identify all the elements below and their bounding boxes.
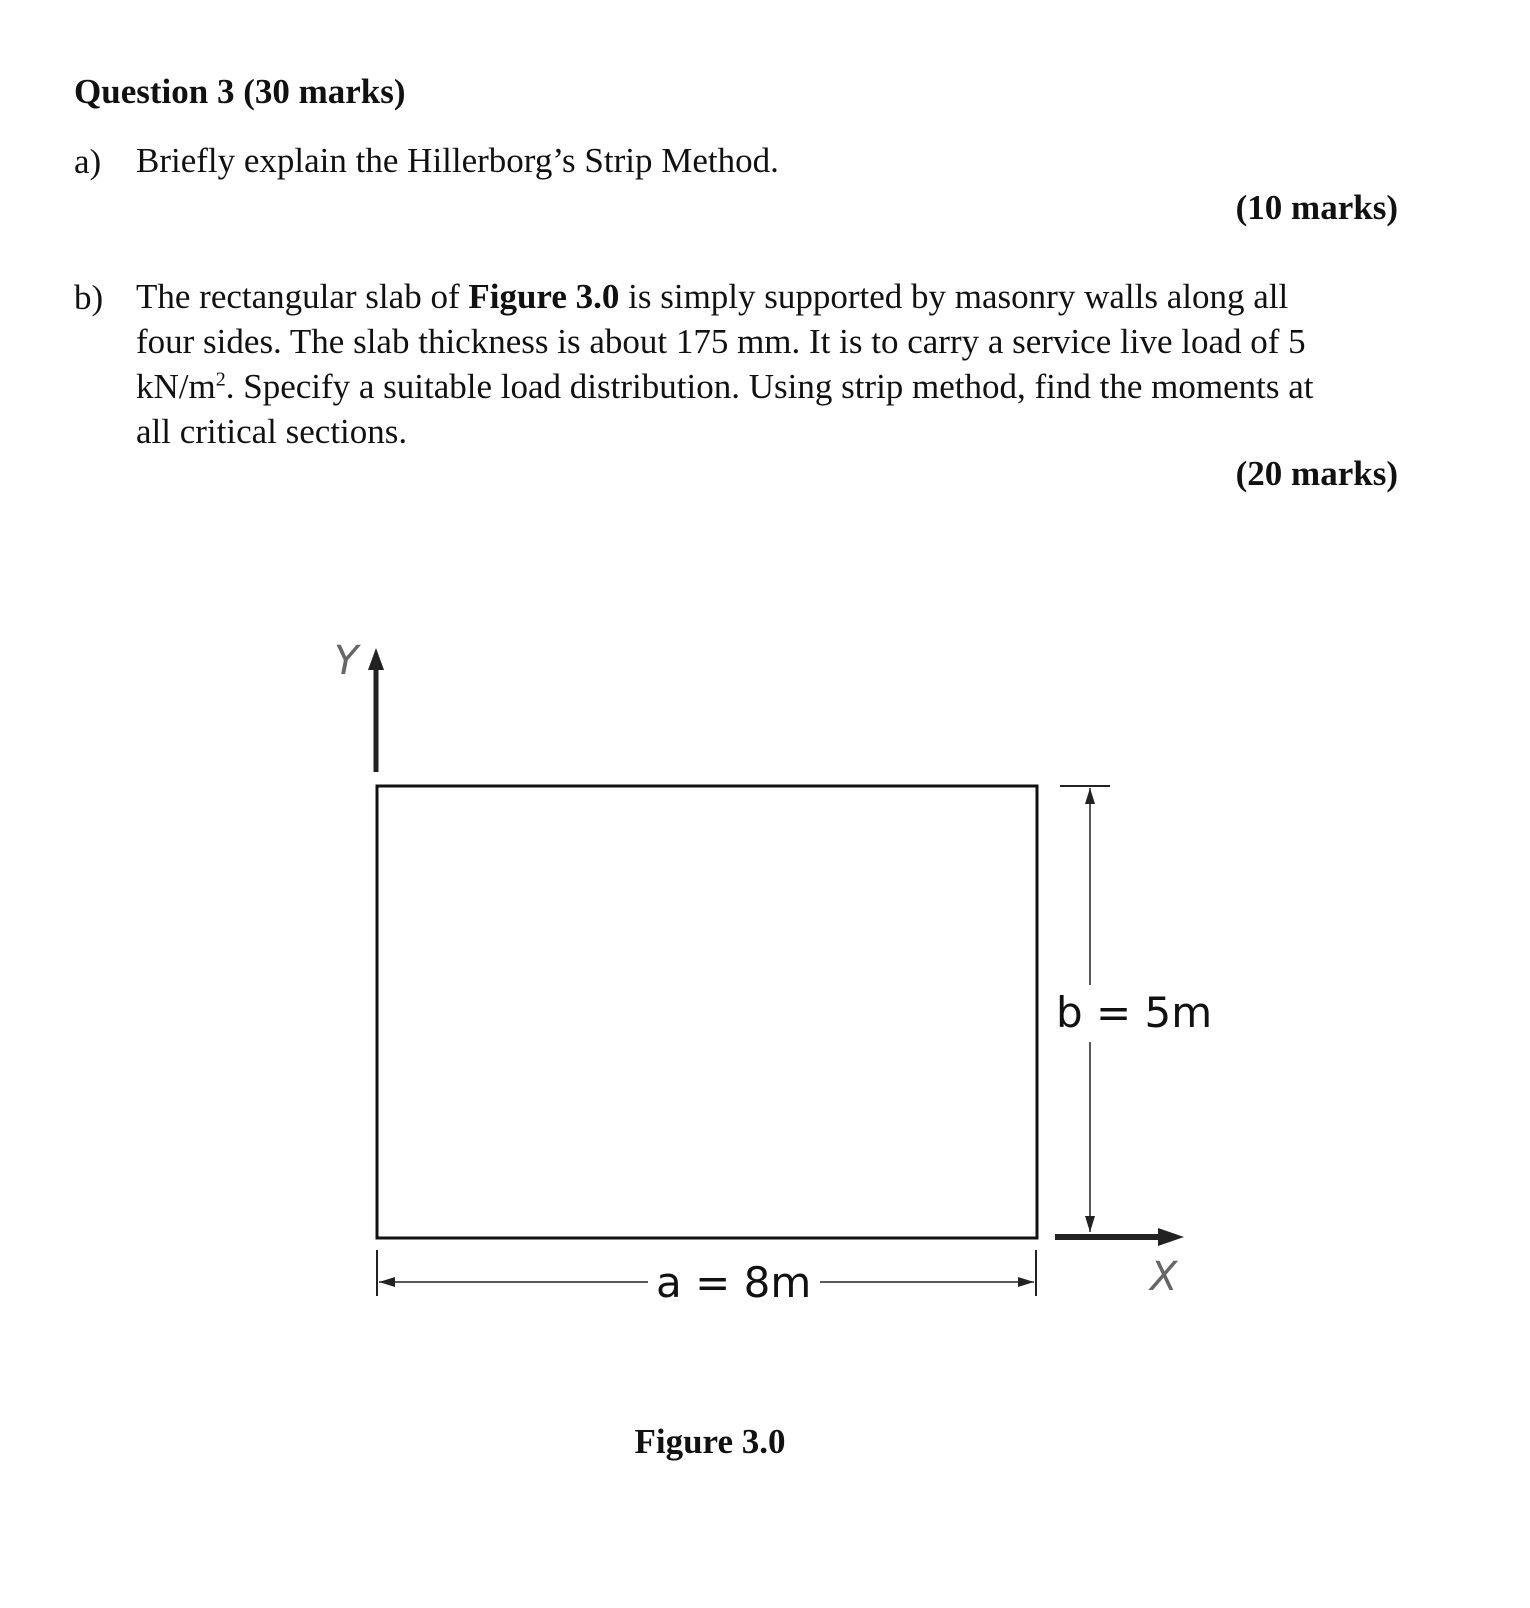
part-a-label: a) <box>74 142 102 181</box>
part-b-marks: (20 marks) <box>1235 454 1398 493</box>
part-a-marks: (10 marks) <box>1235 188 1398 227</box>
dimension-a-right-arrow <box>1018 1277 1034 1287</box>
figure-reference: Figure 3.0 <box>468 277 620 316</box>
dimension-a-label: a = 8m <box>656 1258 812 1307</box>
y-axis-label: Y <box>334 638 359 684</box>
slab-rectangle <box>377 786 1037 1238</box>
dimension-b-label: b = 5m <box>1056 988 1213 1037</box>
part-b-label: b) <box>74 278 104 317</box>
part-b-line-3: $kN/m^2$. Specify a suitable load distribution. Using strip method, find the moments at <box>136 367 1314 406</box>
part-b-line-2: four sides. The slab thickness is about 175 mm. It is to carry a service live load of 5 <box>136 322 1306 361</box>
part-b-line-4: all critical sections. <box>136 412 408 451</box>
y-axis-arrowhead <box>368 648 384 670</box>
figure-caption: Figure 3.0 <box>634 1422 786 1461</box>
part-a-text: Briefly explain the Hillerborg’s Strip Method. <box>136 141 779 180</box>
x-axis-arrowhead <box>1158 1228 1184 1246</box>
dimension-a-left-arrow <box>379 1277 395 1287</box>
dimension-b-top-arrow <box>1085 788 1095 804</box>
part-b-line-1: The rectangular slab of Figure 3.0 is simply supported by masonry walls along all <box>136 277 1289 316</box>
dimension-b-bottom-arrow <box>1085 1216 1095 1232</box>
question-heading: Question 3 (30 marks) <box>74 72 406 111</box>
x-axis-label: X <box>1150 1254 1178 1300</box>
